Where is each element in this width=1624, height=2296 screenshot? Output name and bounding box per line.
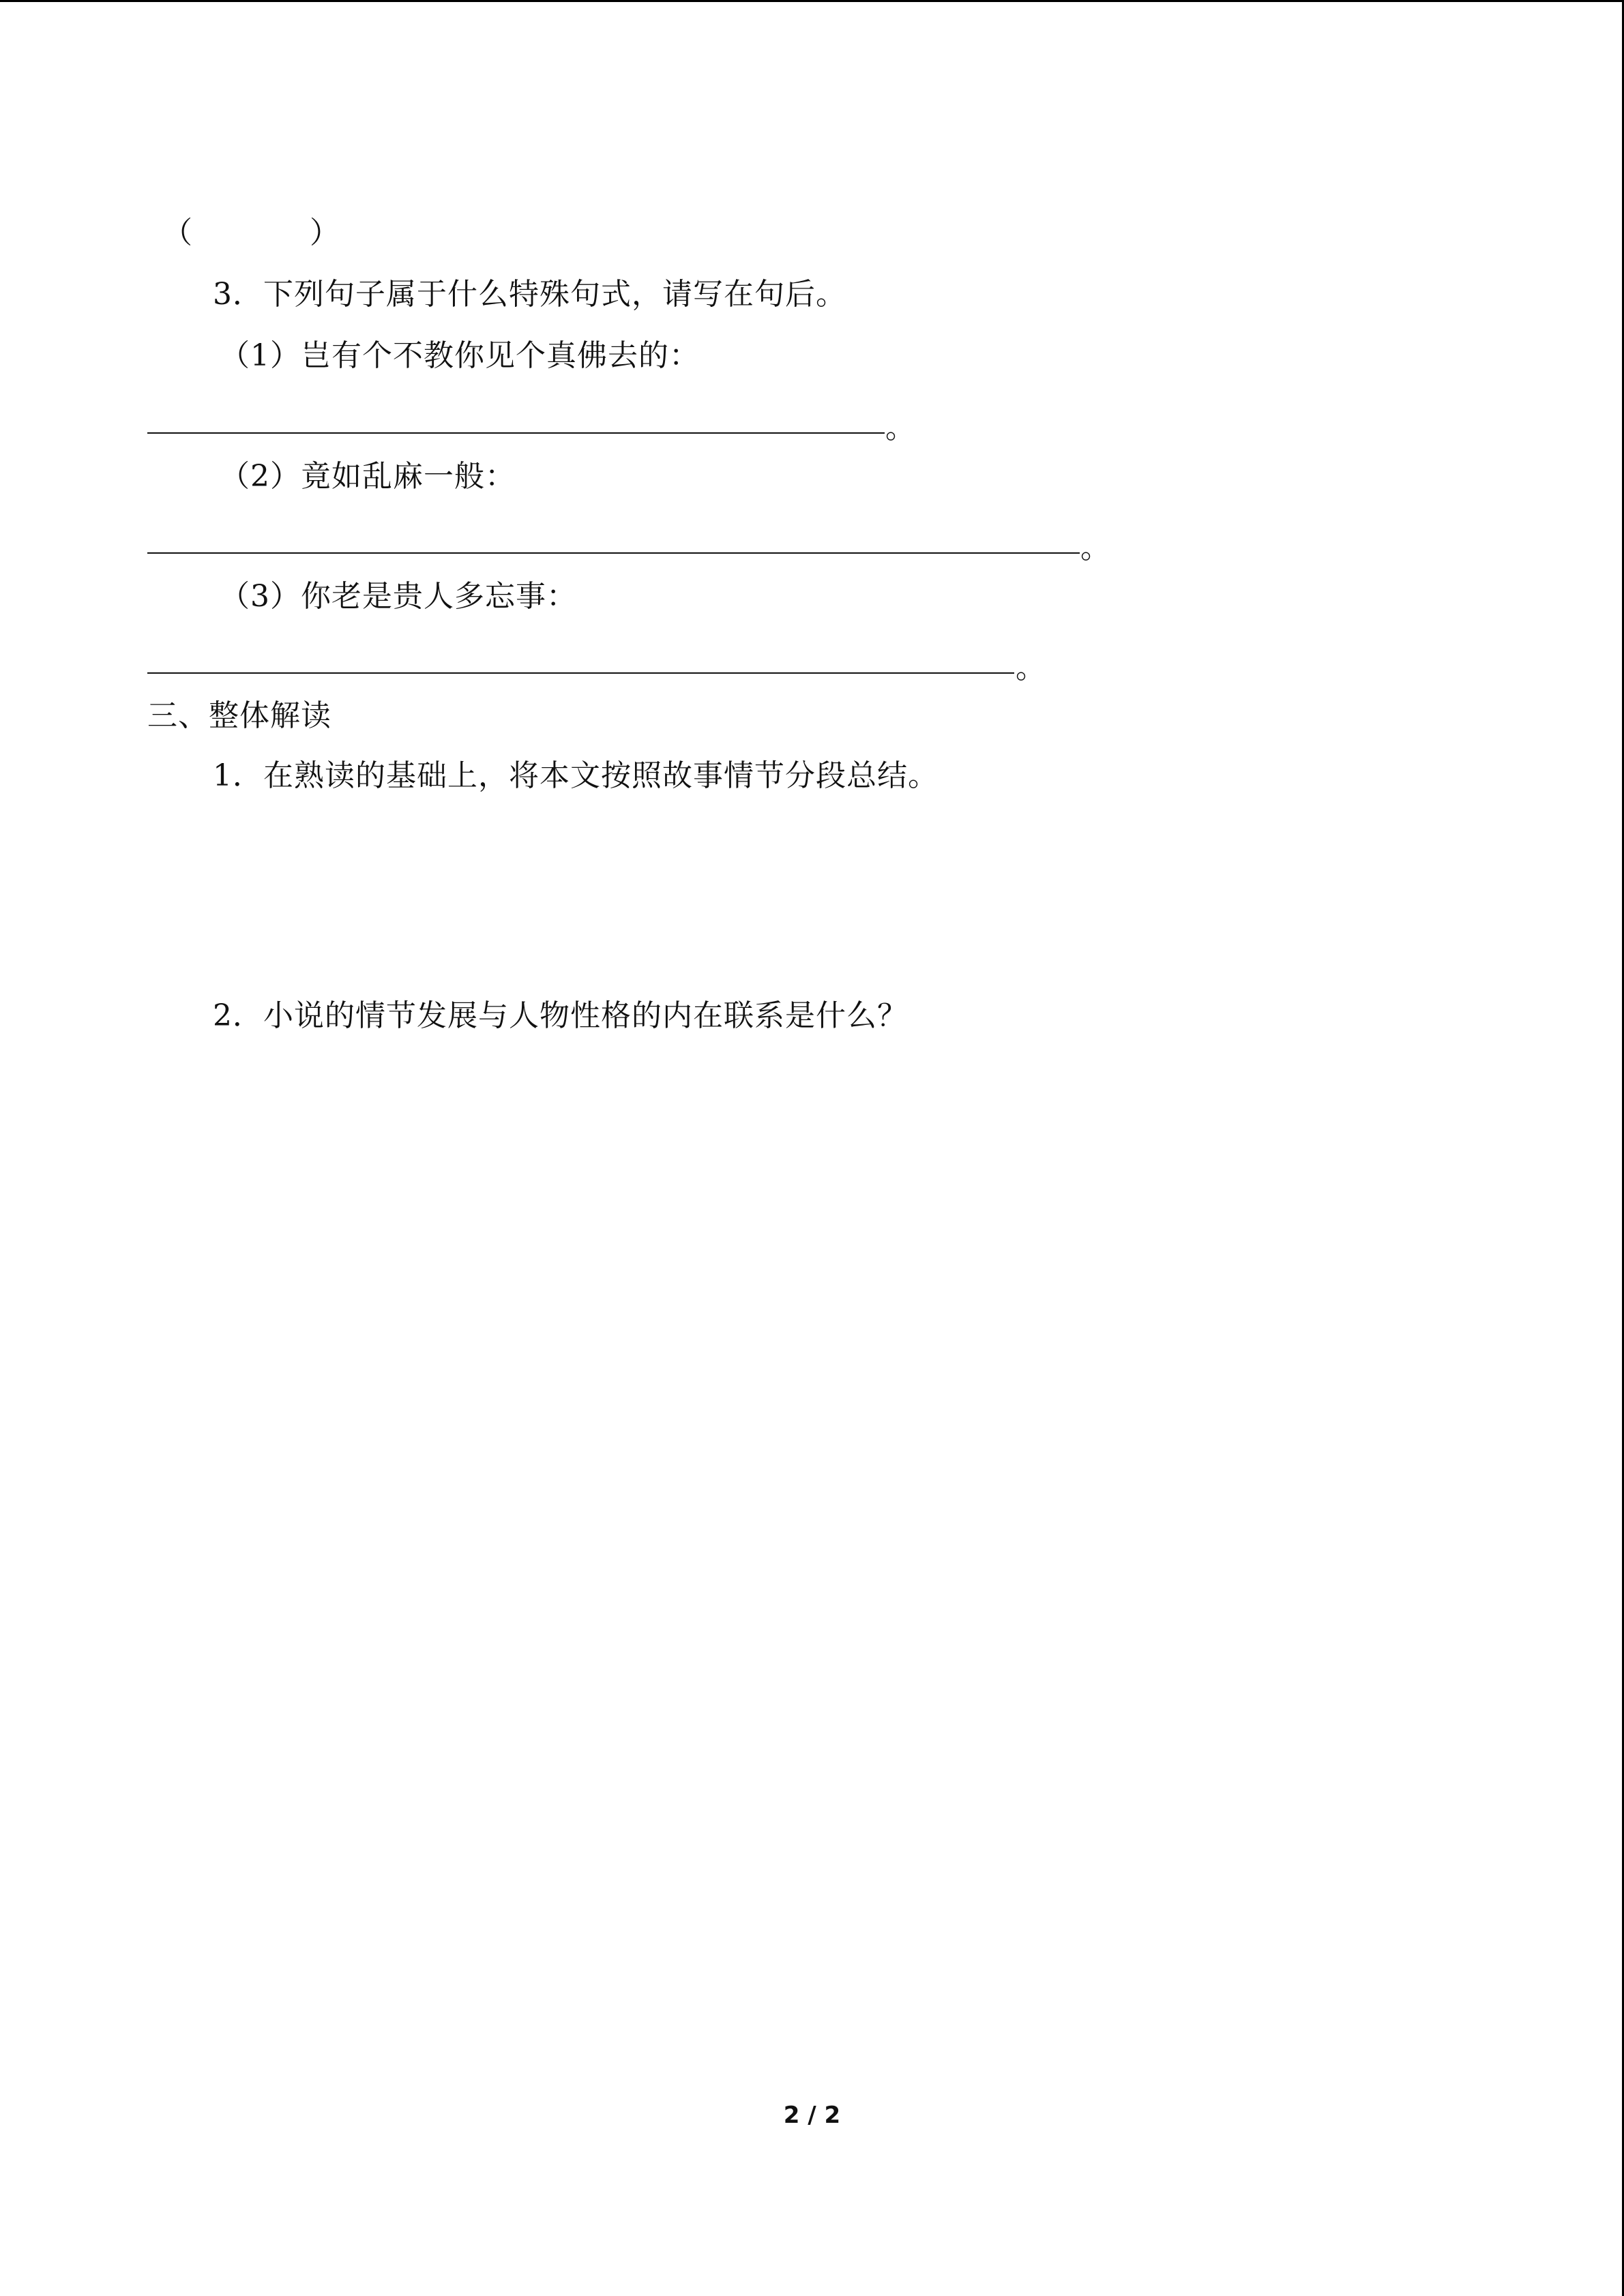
answer-line-2[interactable] (147, 552, 1080, 554)
question-3-item-1-label: （1）岂有个不教你见个真佛去的： (220, 338, 700, 373)
question-3-title: 3．下列句子属于什么特殊句式，请写在句后。 (213, 277, 846, 312)
answer-line-1-period: 。 (885, 411, 915, 445)
open-paren: （ (162, 215, 193, 250)
close-paren: ） (310, 215, 340, 250)
page-number: 2 / 2 (783, 2102, 841, 2129)
section-3-question-2: 2．小说的情节发展与人物性格的内在联系是什么？ (213, 998, 908, 1033)
question-3-item-2-label: （2）竟如乱麻一般： (220, 459, 516, 494)
section-3-question-1: 1．在熟读的基础上，将本文按照故事情节分段总结。 (213, 758, 939, 793)
answer-line-1[interactable] (147, 432, 885, 434)
question-3-item-3-label: （3）你老是贵人多忘事： (220, 579, 577, 614)
section-3-heading: 三、整体解读 (147, 698, 331, 733)
answer-line-3[interactable] (147, 672, 1014, 674)
answer-line-3-period: 。 (1016, 651, 1046, 685)
answer-line-2-period: 。 (1080, 531, 1110, 565)
